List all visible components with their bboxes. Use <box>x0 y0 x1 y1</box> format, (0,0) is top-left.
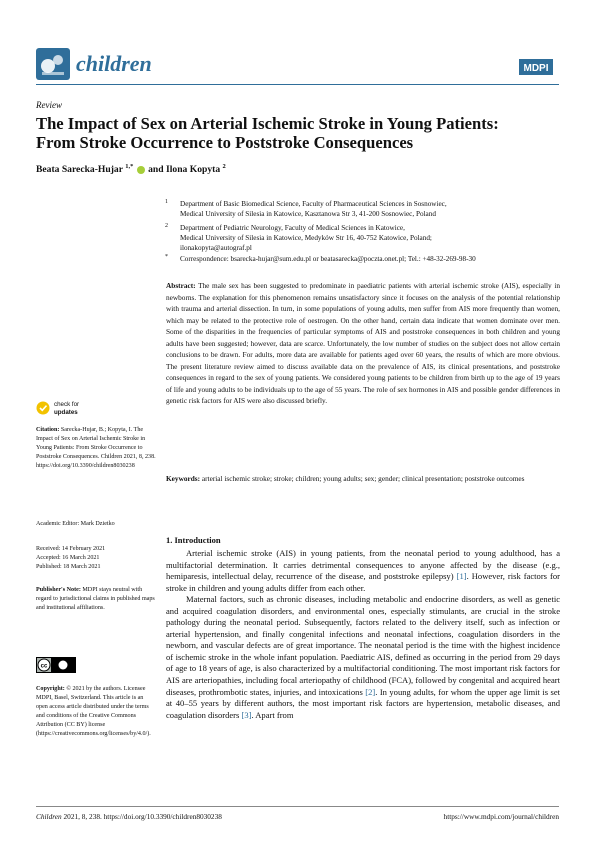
author-2-affil: 2 <box>222 163 226 170</box>
intro-text: . However, risk factors for stroke in children and young adults differ from each other. <box>166 571 561 593</box>
citation-label: Citation: <box>36 427 60 433</box>
journal-logo-icon <box>36 48 70 80</box>
author-1[interactable]: Beata Sarecka-Hujar <box>36 164 123 176</box>
intro-paragraph-1 <box>166 548 560 594</box>
abstract <box>166 280 560 407</box>
copyright-block <box>36 685 156 738</box>
check-line-1: check for <box>54 401 80 408</box>
affiliation-line: Department of Basic Biomedical Science, Faculty of Pharmaceutical Sciences in Sosnowiec, <box>180 200 447 208</box>
intro-text: Arterial ischemic stroke (AIS) in young patients, from the neonatal period to young adulthood, has a multifactorial determination. It carries detrimental consequences to anyone affected by the disease (e.g., hemiparesis, intellectual delay, recurrence of the disease, and poststroke epilepsy) <box>166 548 560 582</box>
orcid-icon[interactable] <box>137 166 145 174</box>
title-line-2: From Stroke Occurrence to Poststroke Consequences <box>36 133 414 152</box>
date-received: Received: 14 February 2021 <box>36 546 106 552</box>
keywords-label: Keywords: <box>166 474 201 483</box>
publisher-note-text: MDPI stays neutral with regard to jurisdictional claims in published maps and institutional affiliations. <box>36 587 155 611</box>
affiliation-mark: * <box>165 254 168 260</box>
intro-text: . In young adults, for whom the upper age limit is set at 40–55 years by different authors, the most important risk factors are hypertension, metabolic diseases, and coagulation disorders <box>166 686 560 720</box>
date-accepted: Accepted: 16 March 2021 <box>36 554 100 561</box>
check-for-updates[interactable] <box>54 401 79 416</box>
publisher-note-label: Publisher's Note: <box>36 587 81 593</box>
intro-text: Maternal factors, such as chronic diseases, including metabolic and endocrine disorders, as well as genetic and acquired coagulation disorders, and environmental ones, especially stimulants, are crucial in the stroke pathology during the neonatal period. Subsequently, factors related to the delivery itself, such as infection or arterial hypertension, and finally congenital infections and neonatal infections, coagulation disorders in the newborn, and vascular defects are of great importance. The neonatal period is the time with the highest incidence of ischemic stroke in the whole infant population. Paediatric AIS, defined as occurring in the period from 29 days of age to 18 years of age, is also characterized by a multifactorial conditioning. The most important risk factors for AIS are arteriopathies, including focal arteriopathy of childhood (FCA), followed by congenital and acquired heart diseases, prothrombotic states, injuries, and intoxications <box>166 594 560 697</box>
journal-name: children <box>76 51 152 76</box>
footer-journal: Children <box>36 812 62 821</box>
keywords <box>166 473 560 485</box>
footer-doi[interactable]: 2021, 8, 238. https://doi.org/10.3390/children8030238 <box>63 812 222 821</box>
citation-block <box>36 426 156 471</box>
copyright-label: Copyright: <box>36 686 65 692</box>
abstract-text: The male sex has been suggested to predominate in paediatric patients with arterial ischemic stroke (AIS), especially in newborns. The explanation for this phenomenon remains unsatisfactory since it focuses on the analysis of the potential relationship with trauma and arterial dissection. In turn, in some populations of young adults, men suffer from AIS more frequently than women, which may be related to the protective role of oestrogen. On the other hand, certain data indicate that women dominate over men. Some of the disparities in the frequencies of particular symptoms of AIS and poststroke consequences in both children and young adults have been suggested; however, data are scarce. Unfortunately, the low number of studies on the subject does not allow certain conclusions to be drawn. For adults, more data are available for patients aged over 60 years, the results of which are more obvious. The present literature review aimed to discuss available data on the prevalence of AIS, its clinical presentations, and poststroke consequences in regard to the sex of young patients. We considered young patients to be children from birth up to the age of 19 years of life and young adults to be individuals up to the age of 55 years. The role of sex hormones in AIS and possible gender differences in genetic risk factors for AIS were also discussed briefly. <box>166 281 560 406</box>
reference-link-2[interactable]: [2] <box>365 686 376 697</box>
check-for-updates-icon[interactable] <box>36 400 50 416</box>
author-join: and <box>148 164 164 176</box>
author-list <box>36 163 226 175</box>
cc-text: cc <box>40 663 48 670</box>
author-1-affil: 1,* <box>125 163 134 170</box>
reference-link-3[interactable]: [3] <box>241 709 252 720</box>
copyright-text: © 2021 by the authors. Licensee MDPI, Basel, Switzerland. This article is an open access article distributed under the terms and conditions of the Creative Commons Attribution (CC BY) license (https://creativecommons.org/licenses/by/4.0/). <box>36 686 151 737</box>
mdpi-logo-icon <box>516 56 556 78</box>
reference-link-1[interactable]: [1] <box>456 571 467 582</box>
author-2[interactable]: Ilona Kopyta <box>166 164 221 176</box>
intro-text: . Apart from <box>251 709 294 720</box>
abstract-label: Abstract: <box>166 281 196 290</box>
header-rule <box>36 84 559 85</box>
article-title <box>36 114 566 152</box>
affiliation-line: Medical University of Silesia in Katowice, Kasztanowa Str 3, 41-200 Sosnowiec, Poland <box>180 210 436 218</box>
article-type: Review <box>36 100 62 110</box>
footer-rule <box>36 806 559 807</box>
section-heading-introduction: 1. Introduction <box>166 535 221 545</box>
introduction-body <box>166 548 560 721</box>
academic-editor: Academic Editor: Mark Dzietko <box>36 521 115 527</box>
check-line-2: updates <box>54 408 78 416</box>
correspondence-line[interactable]: Correspondence: bsarecka-hujar@sum.edu.pl or beatasarecka@poczta.onet.pl; Tel.: +48-32-269-98-30 <box>180 255 476 263</box>
affiliation-line: Department of Pediatric Neurology, Faculty of Medical Sciences in Katowice, <box>180 224 405 232</box>
citation-text[interactable]: Sarecka-Hujar, B.; Kopyta, I. The Impact of Sex on Arterial Ischemic Stroke in Young Patients: From Stroke Occurrence to Poststroke Consequences. Children 2021, 8, 238. https://doi.org/10.3390/children8030238 <box>36 427 156 469</box>
affiliation-mark: 2 <box>165 223 168 229</box>
date-published: Published: 18 March 2021 <box>36 563 101 570</box>
dates-block <box>36 545 156 572</box>
cc-license-icon[interactable] <box>36 657 76 673</box>
footer-journal-url[interactable]: https://www.mdpi.com/journal/children <box>443 812 559 821</box>
affiliation-line: Medical University of Silesia in Katowice, Medyków Str 16, 40-752 Katowice, Poland; <box>180 234 432 242</box>
publisher-logo-text: MDPI <box>523 63 549 74</box>
intro-paragraph-2 <box>166 594 560 721</box>
affiliation-email[interactable]: ilonakopyta@autograf.pl <box>180 244 252 252</box>
affiliation-mark: 1 <box>165 199 168 205</box>
publisher-note <box>36 586 156 613</box>
footer-citation <box>36 812 222 821</box>
keywords-text: arterial ischemic stroke; stroke; children; young adults; sex; gender; clinical presentation; poststroke outcomes <box>201 474 525 483</box>
title-line-1: The Impact of Sex on Arterial Ischemic Stroke in Young Patients: <box>36 114 499 133</box>
